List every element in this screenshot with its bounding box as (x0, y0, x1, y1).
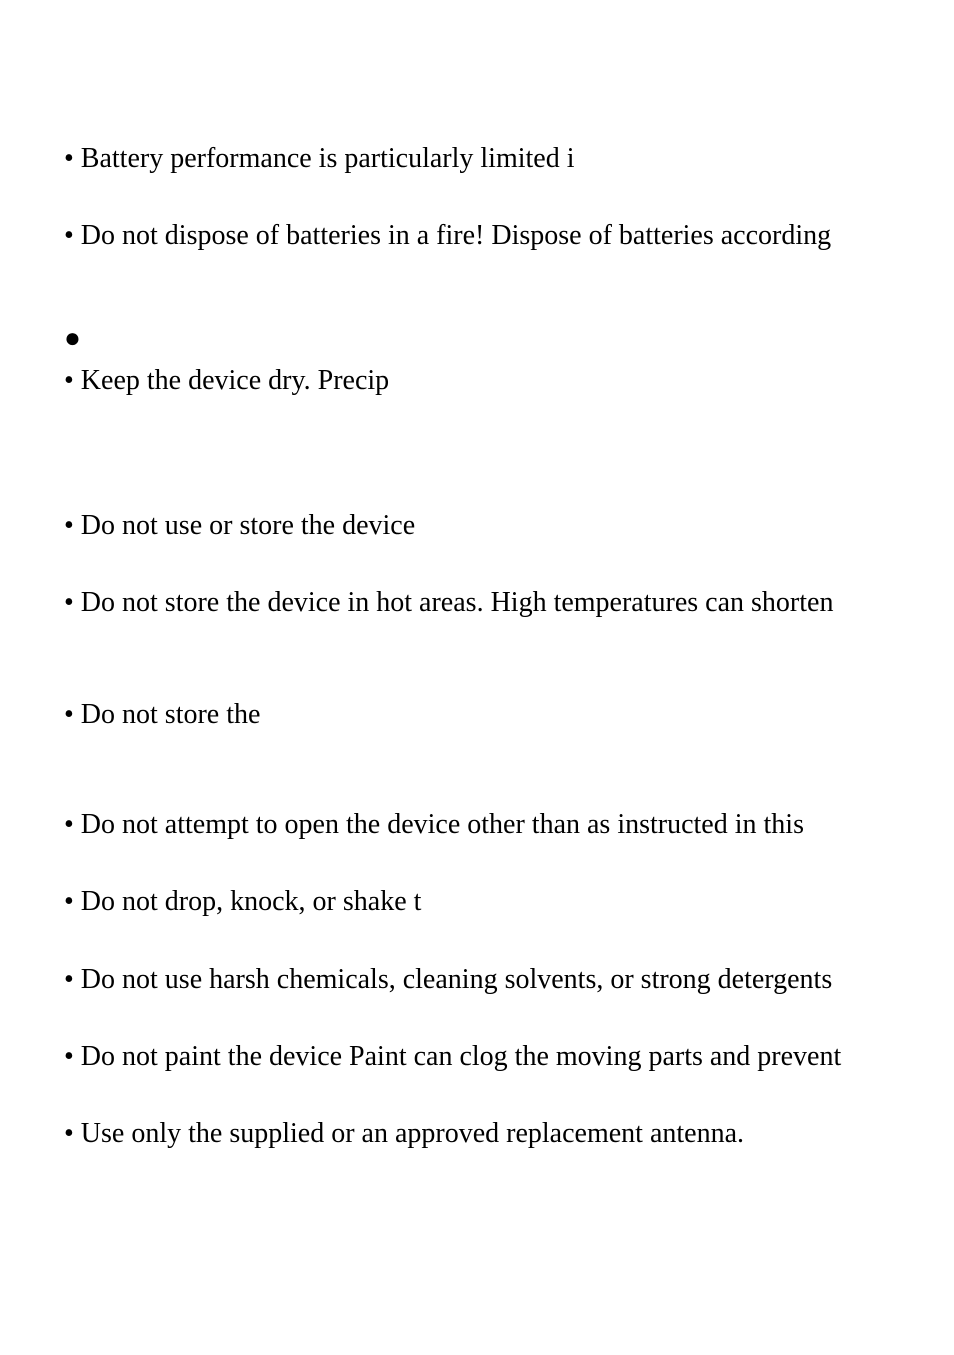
bullet-item-drop-knock: • Do not drop, knock, or shake t (64, 886, 422, 917)
bullet-item-do-not-store: • Do not store the (64, 699, 261, 730)
bullet-item-open-device: • Do not attempt to open the device other than as instructed in this (64, 809, 804, 840)
bullet-item-keep-dry: • Keep the device dry. Precip (64, 365, 390, 396)
bullet-item-hot-areas: • Do not store the device in hot areas. High temperatures can shorten (64, 587, 834, 618)
bullet-item-paint: • Do not paint the device Paint can clog the moving parts and prevent (64, 1041, 842, 1072)
bullet-item-battery-performance: • Battery performance is particularly limited i (64, 143, 575, 174)
bullet-item-harsh-chemicals: • Do not use harsh chemicals, cleaning solvents, or strong detergents (64, 964, 833, 995)
bullet-item-use-or-store: • Do not use or store the device (64, 510, 416, 541)
standalone-bullet: ● (64, 323, 81, 354)
bullet-item-dispose-batteries: • Do not dispose of batteries in a fire! Dispose of batteries according (64, 220, 832, 251)
bullet-item-antenna: • Use only the supplied or an approved replacement antenna. (64, 1118, 745, 1149)
